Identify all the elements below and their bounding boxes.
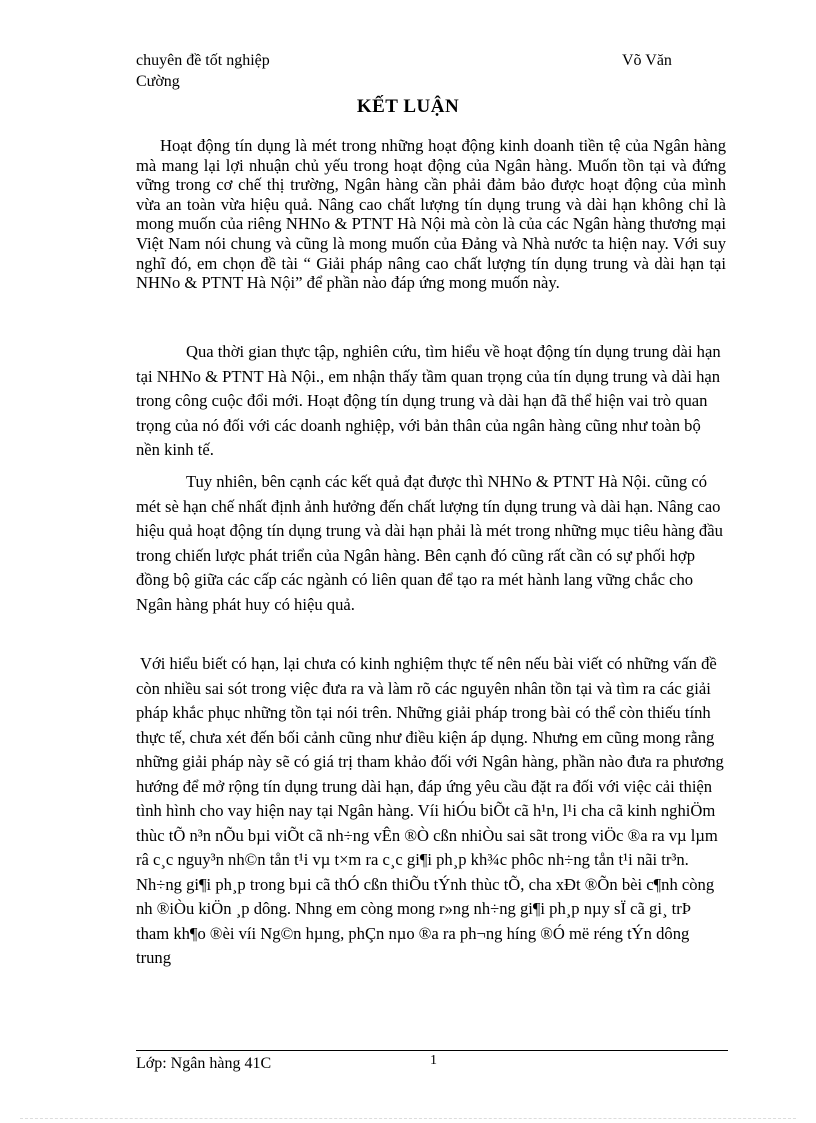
paragraph-3: Tuy nhiên, bên cạnh các kết quả đạt được thì NHNo & PTNT Hà Nội. cũng có mét sè hạn chế nhất định ảnh hưởng đến chất lượng tín dụng trung và dài hạn. Nâng cao hiệu quả hoạt động tín dụng trung và dài hạn phải là mét trong những mục tiêu hàng đầu trong chiến lược phát triển của Ngân hàng. Bên cạnh đó cũng rất cần có sự phối hợp đồng bộ giữa các cấp các ngành có liên quan để tạo ra mét hành lang vững chắc cho Ngân hàng phát huy có hiệu quả. (136, 472, 723, 614)
page-title: KẾT LUẬN (356, 96, 460, 117)
page-number: 1 (430, 1053, 437, 1068)
paragraph-1: Hoạt động tín dụng là mét trong những hoạt động kinh doanh tiền tệ của Ngân hàng mà mang lại lợi nhuận chủ yếu trong hoạt động của Ngân hàng. Muốn tồn tại và đứng vững trong cơ chế thị trường, Ngân hàng cần phải đảm bảo được hoạt động của mình vừa an toàn vừa hiệu quả. Nâng cao chất lượng tín dụng trung và dài hạn không chỉ là mong muốn của riêng NHNo & PTNT Hà Nội mà còn là của các Ngân hàng thương mại Việt Nam nói chung và cũng là mong muốn của Đảng và Nhà nước ta hiện nay. Với suy nghĩ đó, em chọn đề tài “ Giải pháp nâng cao chất lượng tín dụng trung và dài hạn tại NHNo & PTNT Hà Nội” để phần nào đáp ứng mong muốn này. (136, 136, 726, 293)
paragraph-2: Qua thời gian thực tập, nghiên cứu, tìm hiểu về hoạt động tín dụng trung dài hạn tại NHNo & PTNT Hà Nội., em nhận thấy tầm quan trọng của tín dụng trung và dài hạn trong công cuộc đổi mới. Hoạt động tín dụng trung và dài hạn đã thể hiện vai trò quan trọng của nó đối với các doanh nghiệp, với bản thân của ngân hàng cũng như toàn bộ nền kinh tế. (136, 342, 721, 459)
header-right: Võ Văn (622, 52, 672, 69)
header-left: chuyên đề tốt nghiệp Cường (136, 52, 270, 90)
footer-divider (136, 1050, 728, 1051)
page-edge-divider (20, 1118, 796, 1119)
paragraph-4: Với hiểu biết có hạn, lại chưa có kinh nghiệm thực tế nên nếu bài viết có những vấn đề còn nhiều sai sót trong việc đưa ra và làm rõ các nguyên nhân tồn tại và tìm ra các giải pháp khắc phục những tồn tại nói trên. Những giải pháp trong bài có thể còn thiếu tính thực tế, chưa xét đến bối cảnh cũng như điều kiện áp dụng. Nhưng em cũng mong rằng những giải pháp này sẽ có giá trị tham khảo đối với Ngân hàng, phần nào đưa ra phương hướng để mở rộng tín dụng trung dài hạn, đáp ứng yêu cầu đặt ra đối với việc cải thiện tình hình cho vay hiện nay tại Ngân hàng. Víi hiÓu biÕt cã h¹n, l¹i cha cã kinh nghiÖm thùc tÕ n³n nÕu bµi viÕt cã nh÷ng vÊn ®Ò cßn nhiÒu sai sãt trong viÖc ®a ra vµ lµm râ c¸c nguy³n nh©n tån t¹i vµ t×m ra c¸c gi¶i ph¸p kh¾c phôc nh÷ng tån t¹i nãi tr³n. Nh÷ng gi¶i ph¸p trong bµi cã thÓ cßn thiÕu tÝnh thùc tÕ, cha xÐt ®Õn bèi c¶nh còng nh ®iÒu kiÖn ¸p dông. Nhng em còng mong r»ng nh÷ng gi¶i ph¸p nµy sÏ cã gi¸ trÞ tham kh¶o ®èi víi Ng©n hµng, phÇn nµo ®a ra ph¬ng híng ®Ó më réng tÝn dông trung (136, 654, 724, 967)
footer-class-label: Lớp: Ngân hàng 41C (136, 1055, 272, 1072)
